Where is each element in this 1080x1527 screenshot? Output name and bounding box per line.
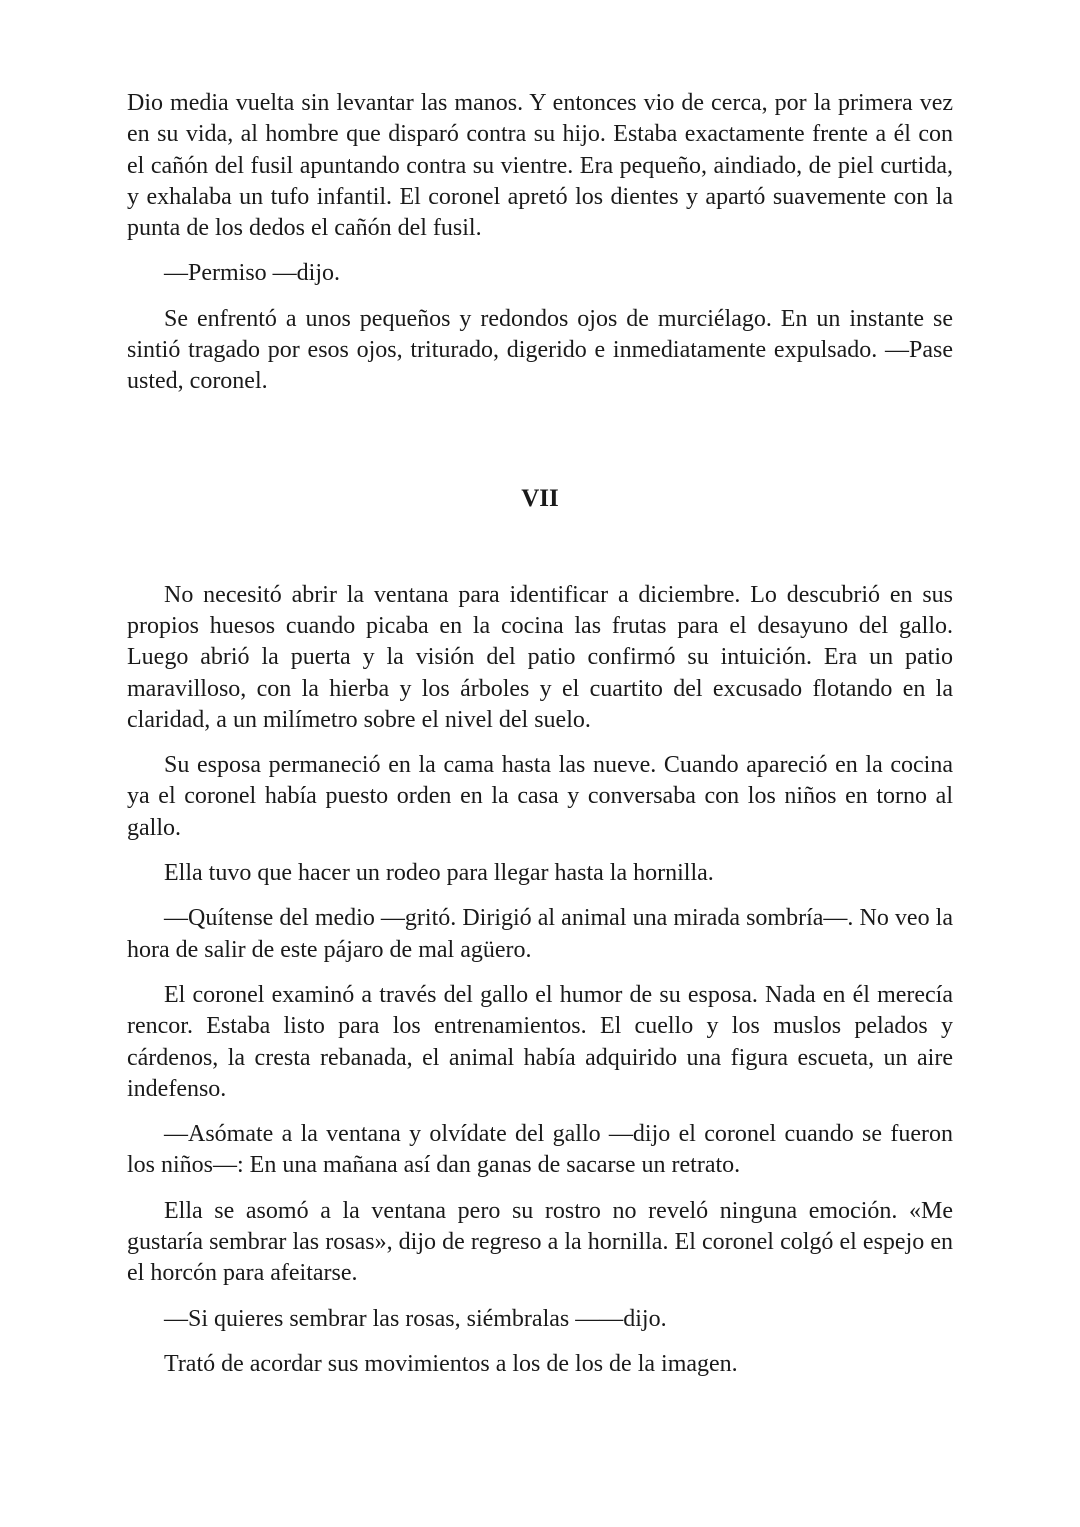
paragraph: Su esposa permaneció en la cama hasta las nueve. Cuando apareció en la cocina ya el coronel había puesto orden en la casa y conversaba con los niños en torno al gallo. [127,752,953,841]
paragraph: Ella se asomó a la ventana pero su rostro no reveló ninguna emoción. «Me gustaría sembrar las rosas», dijo de regreso a la hornilla. El coronel colgó el espejo en el horcón para afeitarse. [127,1197,953,1287]
paragraph: —Quítense del medio —gritó. Dirigió al animal una mirada sombría—. No veo la hora de salir de este pájaro de mal agüero. [127,905,953,963]
paragraph: —Si quieres sembrar las rosas, siémbralas ——dijo. [164,1305,667,1332]
paragraph: Trató de acordar sus movimientos a los de los de la imagen. [164,1350,738,1377]
paragraph: Ella tuvo que hacer un rodeo para llegar hasta la hornilla. [164,860,714,887]
paragraph: Se enfrentó a unos pequeños y redondos ojos de murciélago. En un instante se sintió tragado por esos ojos, triturado, digerido e inmediatamente expulsado. —Pase usted, coronel. [127,305,953,395]
chapter-heading: VII [521,484,559,512]
paragraph: No necesitó abrir la ventana para identificar a diciembre. Lo descubrió en sus propios huesos cuando picaba en la cocina las frutas para el desayuno del gallo. Luego abrió la puerta y la visión del patio confirmó su intuición. Era un patio maravilloso, con la hierba y los árboles y el cuartito del excusado flotando en la claridad, a un milímetro sobre el nivel del suelo. [127,581,953,733]
paragraph: —Asómate a la ventana y olvídate del gallo —dijo el coronel cuando se fueron los niños—: En una mañana así dan ganas de sacarse un retrato. [127,1121,953,1179]
paragraph: —Permiso —dijo. [164,260,341,287]
paragraph: El coronel examinó a través del gallo el humor de su esposa. Nada en él merecía rencor. Estaba listo para los entrenamientos. El cuello y los muslos pelados y cárdenos, la cresta rebanada, el animal había adquirido una figura escueta, un aire indefenso. [127,981,953,1102]
paragraph: Dio media vuelta sin levantar las manos. Y entonces vio de cerca, por la primera vez en su vida, al hombre que disparó contra su hijo. Estaba exactamente frente a él con el cañón del fusil apuntando contra su vientre. Era pequeño, aindiado, de piel curtida, y exhalaba un tufo infantil. El coronel apretó los dientes y apartó suavemente con la punta de los dedos el cañón del fusil. [127,90,953,242]
document-page [127,88,953,1394]
